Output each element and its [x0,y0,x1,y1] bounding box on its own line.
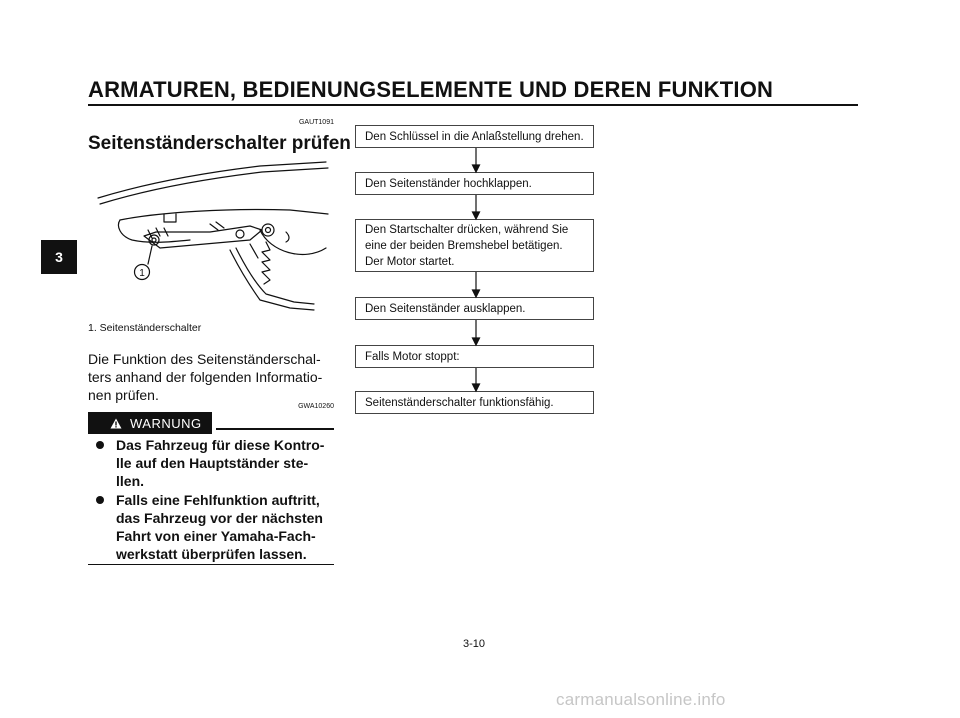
flow-step-6 [355,391,594,414]
warning-badge [88,412,212,434]
warning-line: das Fahrzeug vor der nächsten [116,510,323,526]
callout-number: 1 [139,268,145,279]
page-number: 3-10 [463,638,486,650]
body-contour [98,162,326,198]
flow-connectors [470,148,482,394]
frame-curve [119,220,191,242]
flow-step-text: Falls Motor stoppt: [365,350,460,363]
pivot-boss-center [266,228,271,233]
detail-curve [286,232,289,242]
warning-line: Fahrt von einer Yamaha-Fach- [116,528,316,544]
flow-step-1 [355,125,594,148]
stand-link [250,244,258,258]
stand-spring [262,242,270,284]
detail-lines [210,222,224,230]
chapter-tab: 3 [41,240,77,274]
intro-paragraph [88,350,338,404]
section-title: Seitenständerschalter prüfen [88,133,351,154]
warning-rule [216,428,334,430]
bullet-icon [96,496,104,504]
warning-icon [110,418,122,429]
title-rule [88,104,858,106]
arrow-down-icon [473,212,480,219]
arrow-down-icon [473,338,480,345]
warning-line: lle auf den Hauptständer ste- [116,455,309,471]
flow-step-text: Den Startschalter drücken, während Sie [365,223,569,236]
arrow-down-icon [473,165,480,172]
sidestand-illustration [90,160,336,318]
warning-line: Das Fahrzeug für diese Kontro- [116,437,325,453]
chapter-title: ARMATUREN, BEDIENUNGSELEMENTE UND DEREN FUNKTION [88,77,774,102]
warning-label: WARNUNG [130,415,202,431]
frame-line [120,209,328,220]
warning-item [96,491,336,563]
paragraph-line: ters anhand der folgenden Informatio- [88,369,323,385]
pivot-bolt [236,230,244,238]
body-contour-inner [100,168,328,204]
warning-line: Falls eine Fehlfunktion auftritt, [116,492,320,508]
flow-step-text: Seitenständerschalter funktionsfähig. [365,396,554,409]
frame-slot [164,214,176,222]
paragraph-line: nen prüfen. [88,387,159,403]
warning-end-rule [88,564,334,565]
flow-step-text: Den Schlüssel in die Anlaßstellung drehen. [365,130,584,143]
flow-step-text: Den Seitenständer hochklappen. [365,177,532,190]
warning-item [96,436,336,490]
figure-caption: 1. Seitenständerschalter [88,322,202,334]
stand-leg-inner [236,248,314,304]
arrow-down-icon [473,384,480,391]
stand-leg [230,250,314,310]
pivot-boss [262,224,274,236]
warning-line: werkstatt überprüfen lassen. [116,546,307,562]
warning-code: GWA10260 [298,403,334,410]
flow-step-text: eine der beiden Bremshebel betätigen. [365,239,563,252]
watermark: carmanualsonline.info [556,690,726,709]
callout-leader [148,246,152,264]
section-code: GAUT1091 [298,119,334,126]
arrow-down-icon [473,290,480,297]
bullet-icon [96,441,104,449]
paragraph-line: Die Funktion des Seitenständerschal- [88,351,321,367]
wheel-arc [260,230,326,254]
flow-step-text: Den Seitenständer ausklappen. [365,302,526,315]
warning-list [96,436,336,564]
warning-line: llen. [116,473,145,489]
stand-bracket [144,226,262,248]
flow-step-text: Der Motor startet. [365,255,455,268]
switch-center [152,238,156,242]
